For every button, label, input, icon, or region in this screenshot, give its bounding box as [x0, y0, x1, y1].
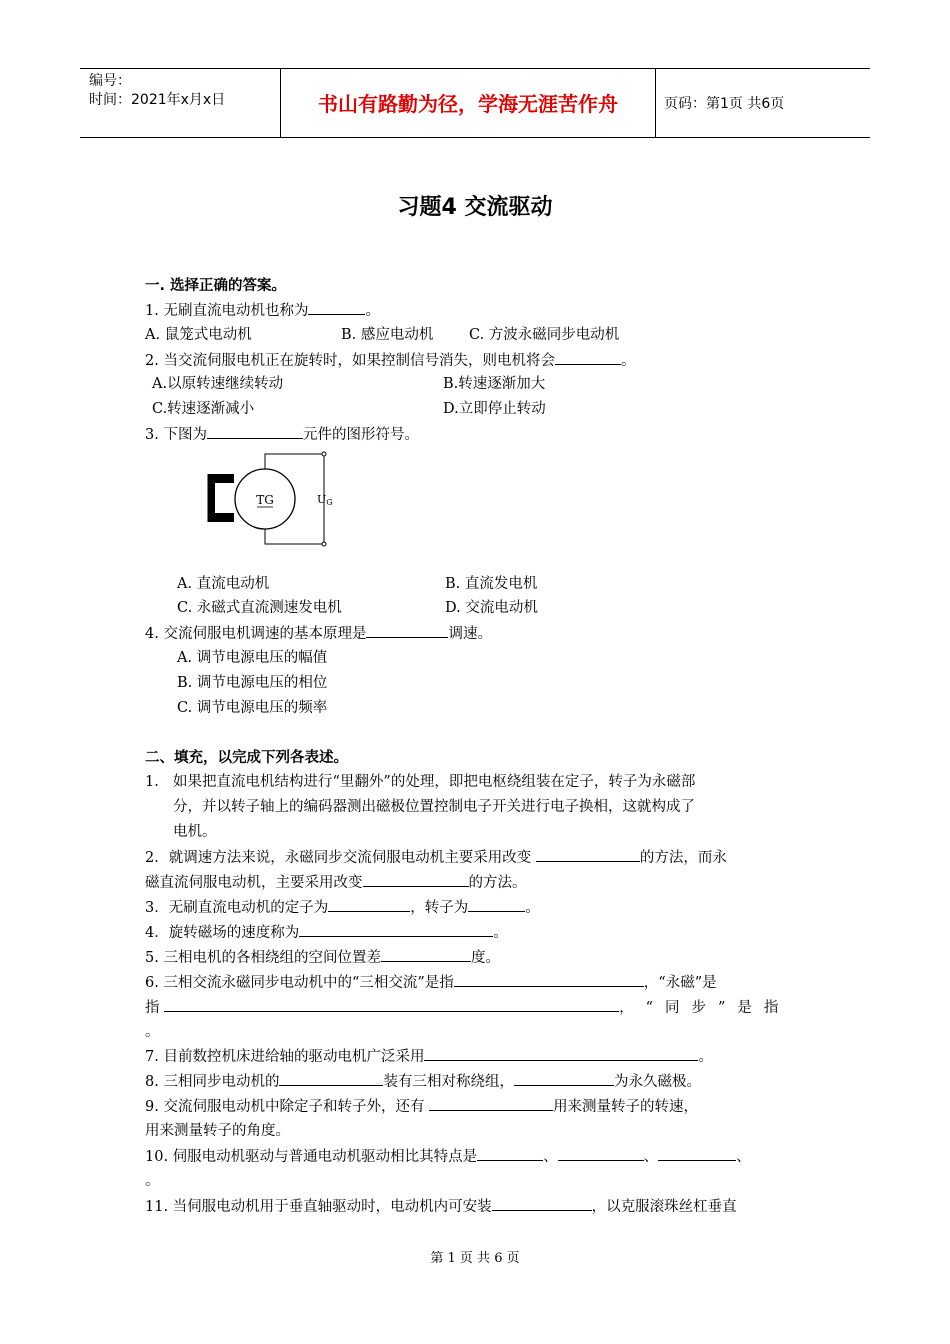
- f9-line2: 用来测量转子的角度。: [145, 1123, 290, 1139]
- f2-line1: [145, 847, 727, 868]
- f8-blank1[interactable]: [279, 1071, 383, 1086]
- f4-text-a: 4．旋转磁场的速度称为: [145, 925, 300, 941]
- q2-option-c: C.转速逐渐减小: [152, 401, 255, 417]
- f8-text-c: 为永久磁极。: [613, 1074, 701, 1090]
- q3-blank[interactable]: [207, 424, 303, 439]
- q1-option-b: B. 感应电动机: [341, 327, 434, 343]
- q1-tail: 。: [365, 303, 380, 319]
- q3-option-b: B. 直流发电机: [445, 576, 538, 592]
- q4-option-a: A. 调节电源电压的幅值: [177, 650, 328, 666]
- f7-text-b: 。: [698, 1049, 713, 1065]
- q1-option-a: A. 鼠笼式电动机: [145, 327, 252, 343]
- f11-text-b: ，以克服滚珠丝杠垂直: [591, 1199, 737, 1215]
- q2-option-d: D.立即停止转动: [443, 401, 546, 417]
- q3-option-a: A. 直流电动机: [177, 576, 270, 592]
- f6-blank1[interactable]: [454, 972, 644, 987]
- f6-blank2[interactable]: [164, 997, 619, 1012]
- tg-label: TG: [256, 493, 274, 507]
- f3-blank1[interactable]: [328, 897, 410, 912]
- f4-line: [145, 922, 508, 943]
- f5-blank[interactable]: [381, 947, 471, 962]
- ug-sub: G: [326, 498, 333, 507]
- f9-text-b: 用来测量转子的转速，: [553, 1099, 699, 1115]
- f6-text-c: 指: [145, 1000, 160, 1016]
- f8-text-a: 8. 三相同步电动机的: [145, 1074, 280, 1090]
- q4-option-b: B. 调节电源电压的相位: [177, 675, 328, 691]
- q4-tail: 调速。: [448, 626, 492, 642]
- page-title: 习题4 交流驱动: [397, 195, 553, 220]
- q2-tail: 。: [620, 353, 636, 369]
- f5-text-b: 度。: [470, 950, 500, 966]
- section1-heading: 一. 选择正确的答案。: [145, 278, 287, 294]
- f8-blank2[interactable]: [514, 1071, 614, 1086]
- f3-line: [145, 897, 540, 918]
- q4-option-c: C. 调节电源电压的频率: [177, 700, 328, 716]
- ug-u: U: [317, 493, 327, 506]
- f10-line2: 。: [145, 1173, 160, 1189]
- f3-blank2[interactable]: [468, 897, 525, 912]
- q3-stem: [145, 424, 419, 445]
- q2-stem: [145, 350, 635, 371]
- f8-line: [145, 1071, 701, 1092]
- f1-line3: 电机。: [173, 824, 217, 840]
- q2-option-a: A.以原转速继续转动: [152, 376, 284, 392]
- f2-text-d: 的方法。: [468, 875, 527, 891]
- f7-blank[interactable]: [424, 1046, 698, 1061]
- f5-line: [145, 947, 500, 968]
- q1-stem: [145, 300, 380, 321]
- f10-blank2[interactable]: [558, 1146, 644, 1161]
- time-label: 时间：2021年x月x日: [89, 92, 226, 108]
- ug-label: [317, 493, 333, 507]
- f1-line1: 如果把直流电机结构进行“里翻外”的处理，即把电枢绕组装在定子，转子为永磁部: [173, 774, 696, 790]
- f7-text-a: 7. 目前数控机床进给轴的驱动电机广泛采用: [145, 1049, 425, 1065]
- f1-line2: 分，并以转子轴上的编码器测出磁极位置控制电子开关进行电子换相，这就构成了: [173, 799, 695, 815]
- q4-stem: [145, 623, 492, 644]
- f6-line3: 。: [145, 1024, 160, 1040]
- q3-option-d: D. 交流电动机: [445, 600, 538, 616]
- q2-text: 2. 当交流伺服电机正在旋转时，如果控制信号消失，则电机将会: [145, 353, 555, 369]
- f10-sep3: 、: [736, 1149, 751, 1165]
- f8-text-b: 装有三相对称绕组，: [383, 1074, 514, 1090]
- q2-blank[interactable]: [555, 350, 621, 365]
- section2-heading: 二、填充，以完成下列各表述。: [145, 750, 348, 766]
- f2-blank2[interactable]: [363, 872, 469, 887]
- f9-blank[interactable]: [429, 1096, 553, 1111]
- q3-tail: 元件的图形符号。: [302, 427, 419, 443]
- f9-line1: [145, 1096, 698, 1117]
- f3-text-c: 。: [525, 900, 540, 916]
- f2-blank1[interactable]: [536, 847, 640, 862]
- f6-line2: [145, 997, 805, 1018]
- f11-blank[interactable]: [492, 1196, 592, 1211]
- f6-text-d: ，“同步”是指: [619, 1000, 791, 1016]
- serial-label: 编号：: [89, 73, 131, 89]
- f9-text-a: 9. 交流伺服电动机中除定子和转子外，还有: [145, 1099, 425, 1115]
- f11-line: [145, 1196, 737, 1217]
- f2-line2: [145, 872, 527, 893]
- header-meta: [80, 69, 280, 137]
- magnet-gap: [215, 483, 234, 513]
- q2-option-b: B.转速逐渐加大: [443, 376, 546, 392]
- f3-text-a: 3．无刷直流电动机的定子为: [145, 900, 329, 916]
- q3-text: 3. 下图为: [145, 427, 207, 443]
- f6-text-b: ，“永磁”是: [643, 975, 717, 991]
- f1-number: 1.: [145, 774, 159, 790]
- f11-text-a: 11. 当伺服电动机用于垂直轴驱动时，电动机内可安装: [145, 1199, 492, 1215]
- q4-blank[interactable]: [366, 623, 448, 638]
- q3-option-c: C. 永磁式直流测速发电机: [177, 600, 342, 616]
- f6-text-a: 6. 三相交流永磁同步电动机中的“三相交流”是指: [145, 975, 454, 991]
- q1-option-c: C. 方波永磁同步电动机: [469, 327, 620, 343]
- f10-sep2: 、: [643, 1149, 659, 1165]
- f2-text-b: 的方法，而永: [639, 850, 727, 866]
- tachogenerator-symbol: [200, 448, 340, 552]
- f7-line: [145, 1046, 713, 1067]
- header-motto: 书山有路勤为径，学海无涯苦作舟: [280, 69, 656, 137]
- q4-text: 4. 交流伺服电机调速的基本原理是: [145, 626, 367, 642]
- f3-text-b: ，转子为: [410, 900, 469, 916]
- terminal-top: [322, 452, 326, 456]
- f6-line1: [145, 972, 717, 993]
- header-page-code: 页码：第1页 共6页: [664, 96, 785, 112]
- f10-blank1[interactable]: [477, 1146, 543, 1161]
- page-footer: 第 1 页 共 6 页: [430, 1251, 520, 1266]
- page-header: [80, 68, 870, 138]
- f2-text-c: 磁直流伺服电动机，主要采用改变: [145, 875, 363, 891]
- f5-text-a: 5. 三相电机的各相绕组的空间位置差: [145, 950, 381, 966]
- f4-blank[interactable]: [299, 922, 493, 937]
- f10-text-a: 10. 伺服电动机驱动与普通电动机驱动相比其特点是: [145, 1149, 478, 1165]
- terminal-bottom: [322, 542, 326, 546]
- f2-text-a: 2．就调速方法来说，永磁同步交流伺服电动机主要采用改变: [145, 850, 532, 866]
- q1-blank[interactable]: [308, 300, 365, 315]
- f4-text-b: 。: [493, 925, 508, 941]
- q1-text: 1. 无刷直流电动机也称为: [145, 303, 309, 319]
- f10-line1: [145, 1146, 751, 1167]
- f10-sep1: 、: [543, 1149, 558, 1165]
- f10-blank3[interactable]: [658, 1146, 736, 1161]
